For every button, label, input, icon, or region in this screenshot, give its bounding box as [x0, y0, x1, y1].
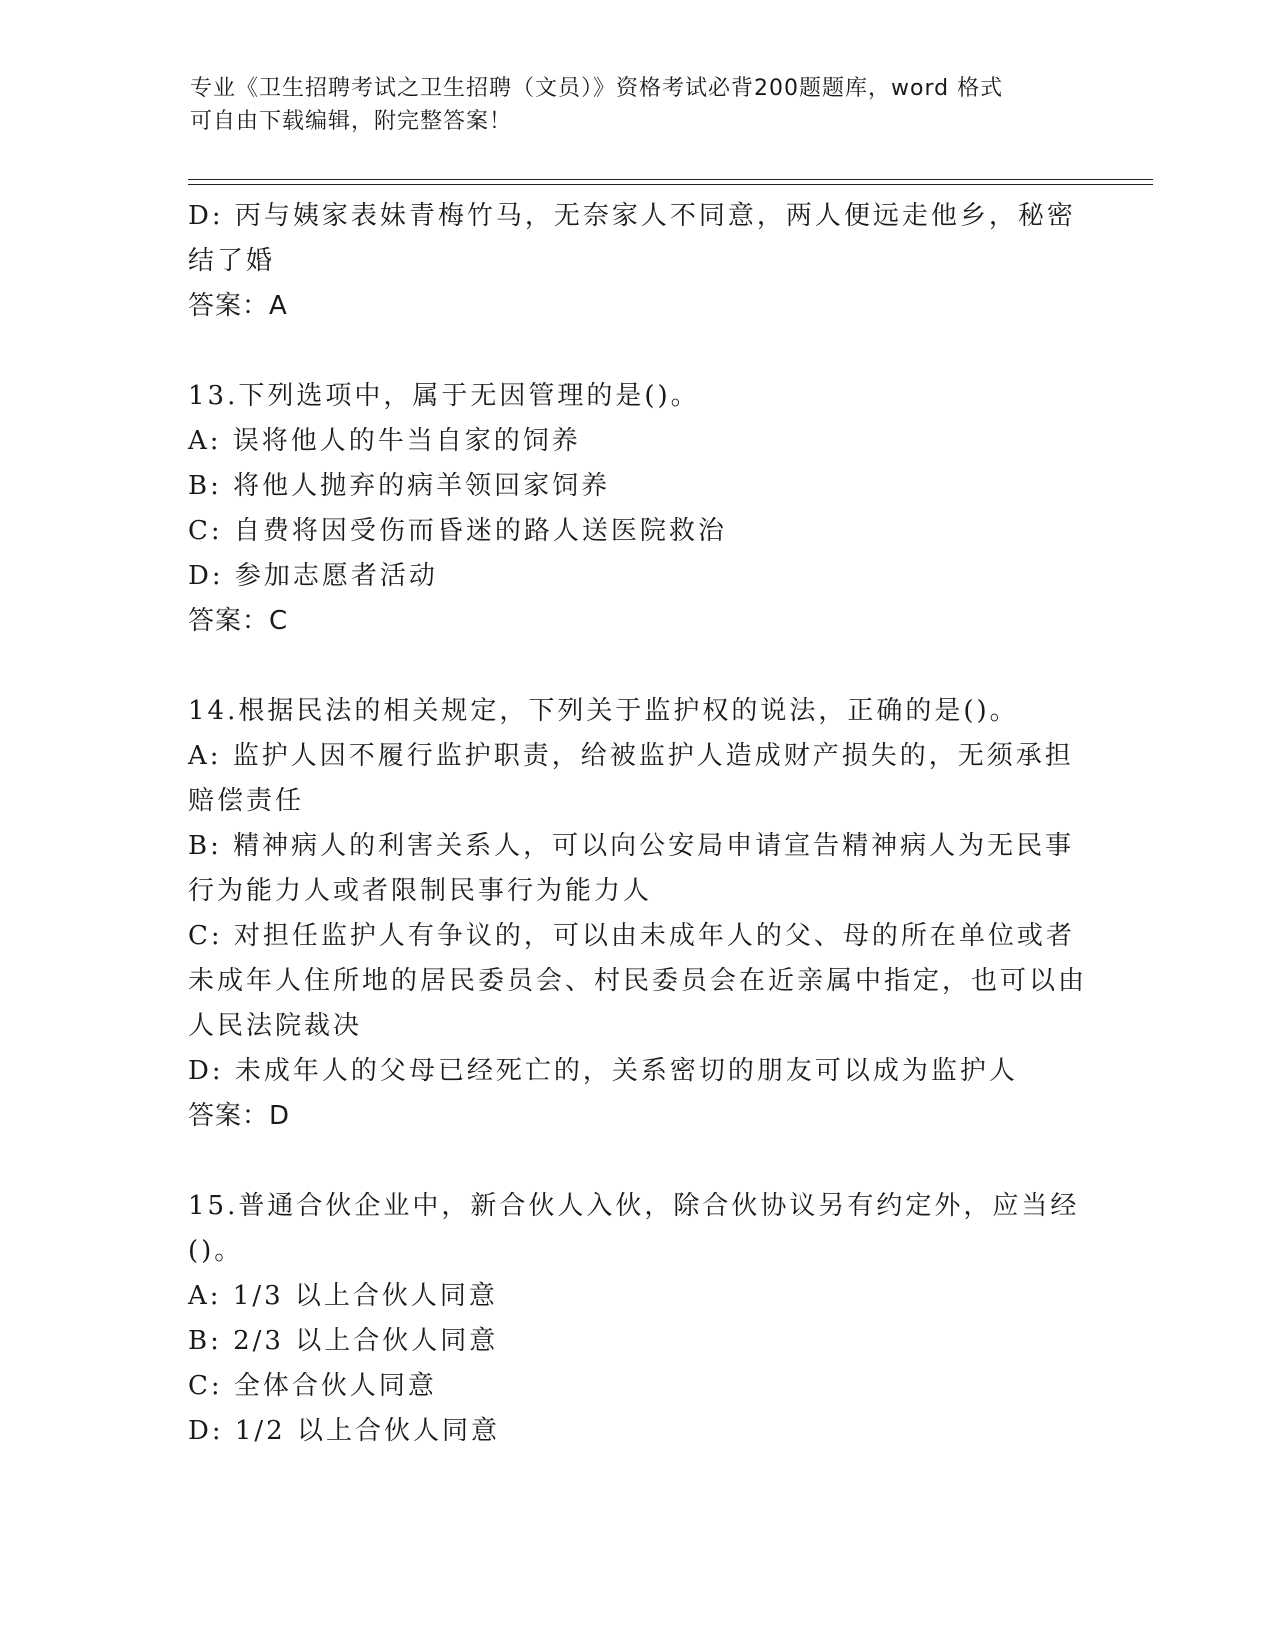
q14-stem: 14.根据民法的相关规定，下列关于监护权的说法，正确的是()。	[188, 696, 1019, 726]
q12-option-d: D: 丙与姨家表妹青梅竹马，无奈家人不同意，两人便远走他乡，秘密结了婚	[188, 201, 1076, 276]
header-rule-bottom	[188, 184, 1153, 185]
header-title-line-1: 专业《卫生招聘考试之卫生招聘（文员）》资格考试必背200题题库，word 格式	[190, 76, 1004, 101]
question-12	[188, 194, 1088, 329]
q14-option-d: D: 未成年人的父母已经死亡的，关系密切的朋友可以成为监护人	[188, 1056, 1018, 1086]
question-list	[188, 194, 1088, 1454]
q15-stem: 15.普通合伙企业中，新合伙人入伙，除合伙协议另有约定外，应当经()。	[188, 1191, 1080, 1266]
spacer	[188, 644, 1088, 689]
q13-option-d: D: 参加志愿者活动	[188, 561, 438, 591]
q13-answer: 答案：C	[188, 606, 289, 636]
q14-option-a: A: 监护人因不履行监护职责，给被监护人造成财产损失的，无须承担赔偿责任	[188, 741, 1074, 816]
spacer	[188, 1139, 1088, 1184]
q13-option-c: C: 自费将因受伤而昏迷的路人送医院救治	[188, 516, 727, 546]
question-14	[188, 689, 1088, 1139]
q15-option-a: A: 1/3 以上合伙人同意	[188, 1281, 498, 1311]
q12-answer: 答案：A	[188, 291, 288, 321]
q15-option-d: D: 1/2 以上合伙人同意	[188, 1416, 500, 1446]
q14-option-c: C: 对担任监护人有争议的，可以由未成年人的父、母的所在单位或者未成年人住所地的居民委员会、村民委员会在近亲属中指定，也可以由人民法院裁决	[188, 921, 1088, 1041]
header-title-line-2: 可自由下载编辑，附完整答案！	[190, 109, 513, 134]
q14-option-b: B: 精神病人的利害关系人，可以向公安局申请宣告精神病人为无民事行为能力人或者限制民事行为能力人	[188, 831, 1075, 906]
spacer	[188, 329, 1088, 374]
q15-option-c: C: 全体合伙人同意	[188, 1371, 437, 1401]
q13-option-a: A: 误将他人的牛当自家的饲养	[188, 426, 581, 456]
document-header	[190, 72, 1090, 138]
q15-option-b: B: 2/3 以上合伙人同意	[188, 1326, 499, 1356]
header-rule-top	[188, 179, 1153, 180]
question-15	[188, 1184, 1088, 1454]
question-13	[188, 374, 1088, 644]
q13-stem: 13.下列选项中，属于无因管理的是()。	[188, 381, 700, 411]
q13-option-b: B: 将他人抛弃的病羊领回家饲养	[188, 471, 611, 501]
q14-answer: 答案：D	[188, 1101, 291, 1131]
